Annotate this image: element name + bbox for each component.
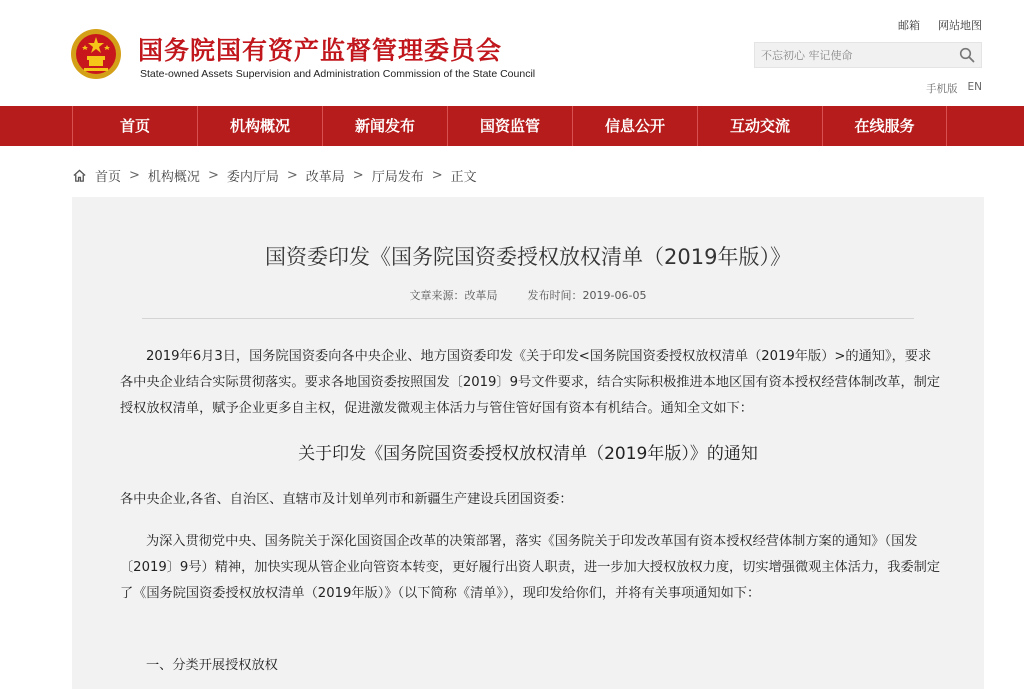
breadcrumb-current: 正文 <box>450 169 477 185</box>
nav-item-news[interactable]: 新闻发布 <box>322 106 447 146</box>
breadcrumb-reform-bureau[interactable]: 改革局 <box>305 169 345 185</box>
mobile-version-link[interactable]: 手机版 <box>926 83 958 95</box>
divider <box>142 318 914 319</box>
breadcrumb-organization[interactable]: 机构概况 <box>147 169 200 185</box>
notice-title: 关于印发《国务院国资委授权放权清单（2019年版）》的通知 <box>298 444 758 464</box>
notice-addressee: 各中央企业,各省、自治区、直辖市及计划单列市和新疆生产建设兵团国资委： <box>120 492 573 507</box>
nav-item-interaction[interactable]: 互动交流 <box>697 106 822 146</box>
site-title-english: State-owned Assets Supervision and Administration Commission of the State Council <box>140 68 536 80</box>
article-title: 国资委印发《国务院国资委授权放权清单（2019年版）》 <box>265 245 791 269</box>
breadcrumb-separator: > <box>207 167 219 183</box>
site-title[interactable]: 国务院国有资产监督管理委员会 <box>138 36 503 65</box>
site-header <box>0 0 1024 106</box>
nav-item-home[interactable]: 首页 <box>72 106 197 146</box>
breadcrumb-separator: > <box>286 167 298 183</box>
breadcrumb-separator: > <box>129 167 140 183</box>
search-icon[interactable] <box>959 47 975 63</box>
national-emblem-icon[interactable] <box>70 28 122 80</box>
search-box <box>754 42 982 68</box>
sub-links <box>926 81 982 96</box>
breadcrumb-separator: > <box>352 167 364 183</box>
nav-item-organization[interactable]: 机构概况 <box>197 106 322 146</box>
breadcrumb <box>72 165 477 185</box>
article-source: 文章来源：改革局 <box>409 289 498 302</box>
article-content <box>72 197 984 689</box>
main-nav <box>0 106 1024 146</box>
article-meta <box>72 287 984 303</box>
top-links <box>898 17 982 33</box>
article-intro: 2019年6月3日，国务院国资委向各中央企业、地方国资委印发《关于印发<国务院国资委授权放权清单（2019年版）>的通知》，要求各中央企业结合实际贯彻落实。要求各地国资委按照国发〔2019〕9号文件要求，结合实际积极推进本地区国有资本授权经营体制改革，制定授权放权清单，赋予企业更多自主权，促进激发微观主体活力与管住管好国有资本有机结合。通知全文如下： <box>120 349 941 416</box>
english-version-link[interactable]: EN <box>967 81 982 93</box>
home-icon[interactable] <box>72 168 87 183</box>
nav-item-supervision[interactable]: 国资监管 <box>447 106 572 146</box>
section-heading: 一、分类开展授权放权 <box>146 658 278 673</box>
mailbox-link[interactable]: 邮箱 <box>898 19 920 32</box>
breadcrumb-departments[interactable]: 委内厅局 <box>226 169 279 185</box>
breadcrumb-separator: > <box>431 167 443 183</box>
notice-body: 为深入贯彻党中央、国务院关于深化国资国企改革的决策部署，落实《国务院关于印发改革国有资本授权经营体制方案的通知》（国发〔2019〕9号）精神，加快实现从管企业向管资本转变，更好履行出资人职责，进一步加大授权放权力度，切实增强微观主体活力，我委制定了《国务院国资委授权放权清单（2019年版）》（以下简称《清单》），现印发给你们，并将有关事项通知如下： <box>120 534 941 601</box>
breadcrumb-bureau-releases[interactable]: 厅局发布 <box>371 169 424 185</box>
nav-item-info-disclosure[interactable]: 信息公开 <box>572 106 697 146</box>
nav-item-online-service[interactable]: 在线服务 <box>822 106 947 146</box>
search-input[interactable] <box>755 43 951 67</box>
breadcrumb-home[interactable]: 首页 <box>95 169 122 185</box>
article-date: 发布时间：2019-06-05 <box>527 289 647 302</box>
sitemap-link[interactable]: 网站地图 <box>938 19 982 32</box>
